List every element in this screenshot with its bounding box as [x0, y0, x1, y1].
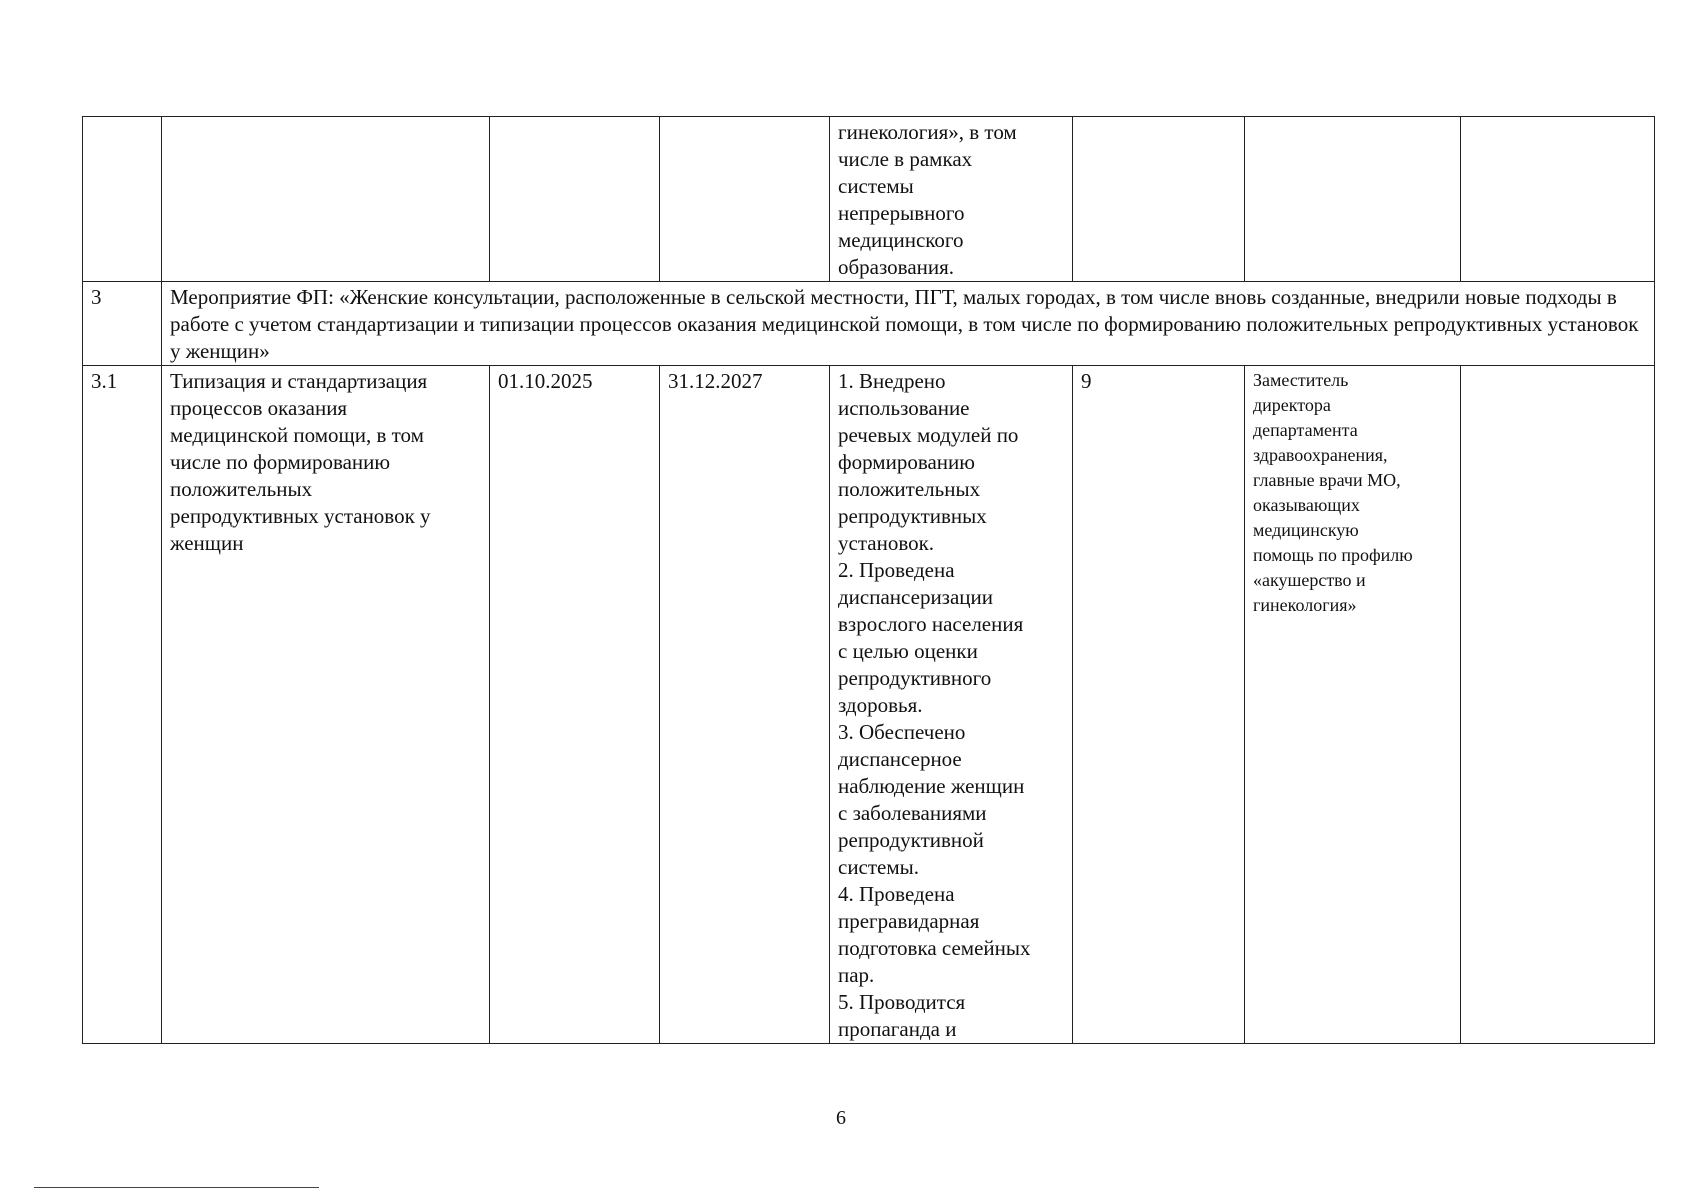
- table-cell: [490, 117, 660, 282]
- activity-name: Типизация и стандартизация процессов оказания медицинской помощи, в том числе по формированию положительных репродуктивных установок у женщин: [162, 366, 490, 1044]
- footnote-divider: [34, 1187, 319, 1188]
- table-cell: гинекология», в том числе в рамках системы непрерывного медицинского образования.: [830, 117, 1073, 282]
- expected-result: 1. Внедрено использование речевых модулей по формированию положительных репродуктивных установок. 2. Проведена диспансеризации взрослого населения с целью оценки репродуктивного здоровья. 3. Обеспечено диспансерное наблюдение женщин с заболеваниями репродуктивной системы. 4. Проведена прегравидарная подготовка семейных пар. 5. Проводится пропаганда и: [830, 366, 1073, 1044]
- page-number: 6: [836, 1107, 846, 1129]
- end-date: 31.12.2027: [660, 366, 830, 1044]
- table-row: [83, 366, 1655, 1044]
- table-row: [83, 282, 1655, 366]
- indicator-value: 9: [1073, 366, 1245, 1044]
- activity-title: Мероприятие ФП: «Женские консультации, расположенные в сельской местности, ПГТ, малых городах, в том числе вновь созданные, внедрили новые подходы в работе с учетом стандартизации и типизации процессов оказания медицинской помощи, в том числе по формированию положительных репродуктивных установок у женщин»: [162, 282, 1655, 366]
- responsible-person: Заместитель директора департамента здравоохранения, главные врачи МО, оказывающих медицинскую помощь по профилю «акушерство и гинекология»: [1245, 366, 1461, 1044]
- table-cell: [1461, 366, 1655, 1044]
- table-cell: [1073, 117, 1245, 282]
- table-cell: [83, 117, 162, 282]
- table-cell: [1245, 117, 1461, 282]
- table-cell: [162, 117, 490, 282]
- table-row: [83, 117, 1655, 282]
- start-date: 01.10.2025: [490, 366, 660, 1044]
- table-cell: [1461, 117, 1655, 282]
- row-number: 3.1: [83, 366, 162, 1044]
- row-number: 3: [83, 282, 162, 366]
- plan-table: [82, 116, 1655, 1044]
- table-cell: [660, 117, 830, 282]
